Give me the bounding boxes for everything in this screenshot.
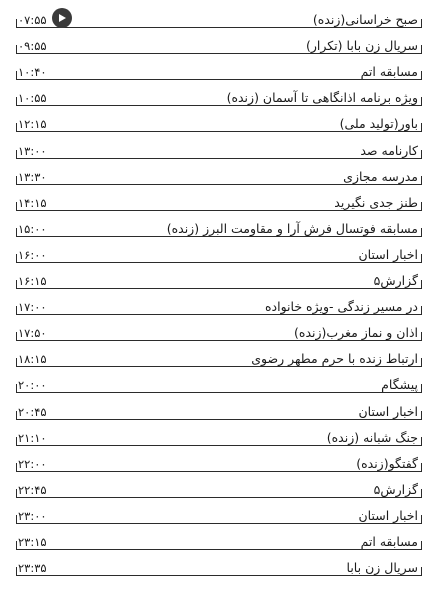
program-time: ۲۰:۴۵ xyxy=(18,404,47,419)
program-title: گفتگو(زنده) xyxy=(356,455,418,471)
row-right-bracket xyxy=(421,567,422,576)
row-left-bracket xyxy=(16,489,17,498)
schedule-row[interactable] xyxy=(16,266,422,292)
row-right-bracket xyxy=(421,150,422,159)
row-divider xyxy=(16,497,422,498)
row-right-bracket xyxy=(421,541,422,550)
program-time: ۱۰:۵۵ xyxy=(18,91,47,106)
program-title: اذان و نماز مغرب(زنده) xyxy=(294,325,418,341)
program-title: گزارش۵ xyxy=(373,481,418,497)
row-right-bracket xyxy=(421,202,422,211)
program-title: باور(تولید ملی) xyxy=(339,116,418,132)
row-right-bracket xyxy=(421,45,422,54)
row-left-bracket xyxy=(16,71,17,80)
program-time: ۱۰:۴۰ xyxy=(18,65,47,80)
row-divider xyxy=(16,366,422,367)
schedule-row[interactable] xyxy=(16,292,422,318)
row-left-bracket xyxy=(16,541,17,550)
program-title: مسابقه اتم xyxy=(360,64,418,80)
schedule-row[interactable] xyxy=(16,188,422,214)
row-left-bracket xyxy=(16,150,17,159)
program-time: ۲۳:۱۵ xyxy=(18,534,47,549)
row-left-bracket xyxy=(16,515,17,524)
row-left-bracket xyxy=(16,384,17,393)
schedule-row[interactable] xyxy=(16,527,422,553)
row-right-bracket xyxy=(421,123,422,132)
row-right-bracket xyxy=(421,332,422,341)
schedule-row[interactable] xyxy=(16,135,422,161)
row-left-bracket xyxy=(16,567,17,576)
row-left-bracket xyxy=(16,202,17,211)
row-left-bracket xyxy=(16,176,17,185)
schedule-row[interactable] xyxy=(16,318,422,344)
program-title: ارتباط زنده با حرم مطهر رضوی xyxy=(251,351,418,367)
row-left-bracket xyxy=(16,254,17,263)
schedule-row[interactable] xyxy=(16,553,422,579)
row-divider xyxy=(16,392,422,393)
program-time: ۲۳:۳۵ xyxy=(18,561,47,576)
row-divider xyxy=(16,79,422,80)
row-left-bracket xyxy=(16,45,17,54)
program-title: صبح خراسانی(زنده) xyxy=(312,12,418,28)
program-title: کارنامه صد xyxy=(360,142,418,158)
row-left-bracket xyxy=(16,123,17,132)
program-title: گزارش۵ xyxy=(373,273,418,289)
row-left-bracket xyxy=(16,280,17,289)
program-title: سریال زن بابا xyxy=(346,560,418,576)
row-divider xyxy=(16,575,422,576)
schedule-row[interactable] xyxy=(16,501,422,527)
program-time: ۱۳:۰۰ xyxy=(18,143,47,158)
row-left-bracket xyxy=(16,97,17,106)
schedule-row[interactable] xyxy=(16,423,422,449)
row-left-bracket xyxy=(16,463,17,472)
program-title: در مسیر زندگی -ویژه خانواده xyxy=(265,299,418,315)
row-right-bracket xyxy=(421,489,422,498)
program-title: مسابقه فوتسال فرش آرا و مقاومت البرز (زنده) xyxy=(166,220,418,236)
schedule-row[interactable] xyxy=(16,344,422,370)
program-time: ۲۲:۰۰ xyxy=(18,456,47,471)
schedule-row[interactable] xyxy=(16,109,422,135)
row-left-bracket xyxy=(16,358,17,367)
row-left-bracket xyxy=(16,19,17,28)
schedule-row[interactable] xyxy=(16,475,422,501)
program-time: ۱۶:۱۵ xyxy=(18,274,47,289)
row-right-bracket xyxy=(421,71,422,80)
row-divider xyxy=(16,340,422,341)
row-divider xyxy=(16,288,422,289)
row-divider xyxy=(16,131,422,132)
row-divider xyxy=(16,314,422,315)
row-left-bracket xyxy=(16,332,17,341)
program-title: پیشگام xyxy=(381,377,418,393)
program-time: ۰۹:۵۵ xyxy=(18,39,47,54)
row-left-bracket xyxy=(16,228,17,237)
schedule-row[interactable] xyxy=(16,57,422,83)
row-divider xyxy=(16,105,422,106)
row-right-bracket xyxy=(421,228,422,237)
row-left-bracket xyxy=(16,411,17,420)
program-time: ۱۲:۱۵ xyxy=(18,117,47,132)
schedule-row[interactable] xyxy=(16,31,422,57)
program-time: ۲۱:۱۰ xyxy=(18,430,47,445)
program-title: ویژه برنامه اذانگاهی تا آسمان (زنده) xyxy=(226,90,418,106)
row-right-bracket xyxy=(421,306,422,315)
program-time: ۲۳:۰۰ xyxy=(18,508,47,523)
program-time: ۰۷:۵۵ xyxy=(18,13,47,28)
row-right-bracket xyxy=(421,254,422,263)
row-right-bracket xyxy=(421,515,422,524)
program-time: ۱۶:۰۰ xyxy=(18,247,47,262)
program-time: ۱۵:۰۰ xyxy=(18,221,47,236)
program-title: مدرسه مجازی xyxy=(343,168,418,184)
row-right-bracket xyxy=(421,358,422,367)
row-left-bracket xyxy=(16,437,17,446)
program-time: ۱۸:۱۵ xyxy=(18,352,47,367)
program-title: مسابقه اتم xyxy=(360,533,418,549)
row-right-bracket xyxy=(421,437,422,446)
row-right-bracket xyxy=(421,280,422,289)
row-divider xyxy=(16,549,422,550)
row-right-bracket xyxy=(421,384,422,393)
row-right-bracket xyxy=(421,19,422,28)
row-divider xyxy=(16,523,422,524)
schedule-row[interactable] xyxy=(16,370,422,396)
schedule-row[interactable] xyxy=(16,449,422,475)
program-title: طنز جدی نگیرید xyxy=(334,194,418,210)
schedule-row[interactable] xyxy=(16,83,422,109)
schedule-row[interactable] xyxy=(16,214,422,240)
row-right-bracket xyxy=(421,463,422,472)
program-title: جنگ شبانه (زنده) xyxy=(326,429,418,445)
program-time: ۱۴:۱۵ xyxy=(18,195,47,210)
row-divider xyxy=(16,262,422,263)
program-time: ۲۰:۰۰ xyxy=(18,378,47,393)
program-time: ۱۷:۵۰ xyxy=(18,326,47,341)
program-title: سریال زن بابا (تکرار) xyxy=(306,38,418,54)
program-title: اخبار استان xyxy=(358,246,418,262)
row-right-bracket xyxy=(421,176,422,185)
program-time: ۱۷:۰۰ xyxy=(18,300,47,315)
row-left-bracket xyxy=(16,306,17,315)
program-time: ۱۳:۳۰ xyxy=(18,169,47,184)
row-right-bracket xyxy=(421,97,422,106)
row-divider xyxy=(16,27,422,28)
schedule-row[interactable] xyxy=(16,240,422,266)
program-title: اخبار استان xyxy=(358,403,418,419)
row-right-bracket xyxy=(421,411,422,420)
schedule-row[interactable] xyxy=(16,396,422,422)
program-time: ۲۲:۴۵ xyxy=(18,482,47,497)
schedule-row[interactable] xyxy=(16,162,422,188)
schedule-row[interactable] xyxy=(16,5,422,31)
row-divider xyxy=(16,53,422,54)
play-icon[interactable] xyxy=(52,8,72,28)
program-title: اخبار استان xyxy=(358,507,418,523)
